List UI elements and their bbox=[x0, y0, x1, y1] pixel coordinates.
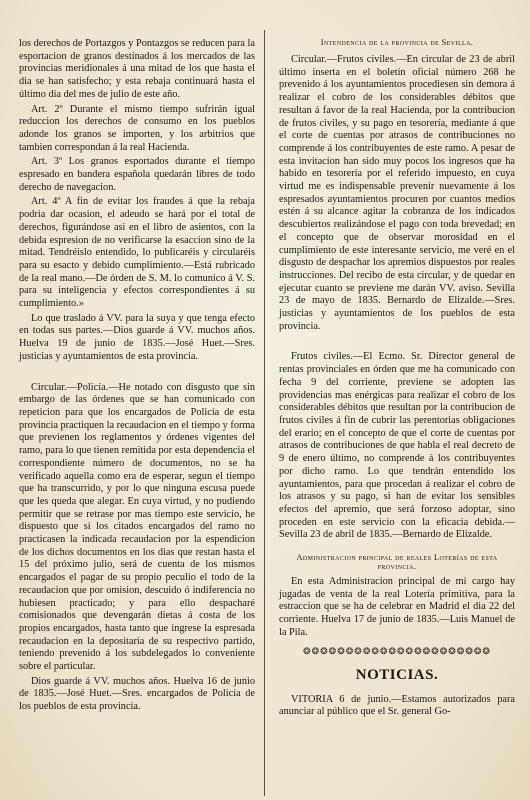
ornamental-divider: ❂❂❂❂❂❂❂❂❂❂❂❂❂❂❂❂❂❂❂❂❂❂ bbox=[303, 645, 491, 656]
section-heading-intendencia: Intendencia de la provincia de Sevilla. bbox=[320, 38, 474, 47]
right-column bbox=[279, 38, 515, 721]
frutos-civiles-order: Frutos civiles.—El Ecmo. Sr. Director general de rentas provinciales en órden que me ha comunicado con fecha 9 del corriente, previene se adopten las providencias mas enérgicas para realizar el cobro de los considerables débitos que resultan por la contribucion de frutos civiles á fin de cubrir las perentorias obligaciones del erario; en el concepto de que el corte de cuentas por atrasos de contribuciones de que habla el real decreto de 9 de enero último, no comprende á los contribuyentes por dicho ramo. Lo que tendrán entendido los ayuntamientos, para que procedan á realizar el cobro de los atrasos y su pago, si han de evitar los sensibles efectos del apremio, que será forzoso adoptar, sino proceden en este servicio con la eficacia debida.—Sevilla 23 de abril de 1835.—Bernardo de Elizalde. bbox=[279, 351, 515, 541]
article-2: Art. 2º Durante el mismo tiempo sufrirán igual reduccion los derechos de consumo en los pueblos adonde los granos se importen, y los arbitrios que tambien correspondan á la real Hacienda. bbox=[19, 103, 255, 153]
column-divider bbox=[264, 30, 265, 796]
frutos-civiles-circular: Circular.—Frutos civiles.—En circular de 23 de abril último inserta en el boletín oficial número 268 he prevenido á los ayuntamientos procediesen sin demora á realizar el cobro de los considerables débitos que resultan á favor de la real Hacienda, por la contribucion de frutos civiles, y su pago en tesorería, mediante á que el corte de cuentas por atrasos de contribuciones no comprende á los contribuyentes de este ramo. A pesar de esta invitacion han sido muy pocos los ingresos que ha habido en tesorería por el referido impuesto, en cuya virtud me es indispensable prevenir nuevamente á los espresados ayuntamientos procuren por cuantos medios estén á su alcance agitar la cobranza de los indicados descubiertos realizándose el pago con toda brevedad; en el concepto que de observar morosidad en el cumplimiento de este interesante servicio, me veré en el disgusto de despachar los apremios dispuestos por reales instrucciones. Del recibo de esta circular, y de quedar en ejecutar cuanto se previene me darán VV. aviso. Sevilla 23 de mayo de 1835. Bernardo de Elizalde.—Sres. justicias y ayuntamientos de los pueblos de esta provincia. bbox=[279, 54, 515, 332]
police-circular: Circular.—Policía.—He notado con disgusto que sin embargo de las órdenes que se han comunicado con repeticion para que los encargados de Policía de esta provincia practiquen la recaudacion en el tiempo y forma que previenen los reglamentos y órdenes vigentes del ramo, para lo que tienen remitida por esta dependencia el correspondiente número de documentos, no se ha verificado aquella como era de esperar, segun el tiempo que ha transcurrido, y por lo que ninguna escusa puede que les queda que alegar. En cuya virtud, y no pudiendo permitir que se retrase por mas tiempo este servicio, he dispuesto que si los citados encargados del ramo no practicasen la indicada recaudacion por la espendicion de los dichos documentos en los dias que restan hasta el 15 del próximo julio, será de cuenta de los mismos encargados el pagar de su propio peculio el todo de la recaudacion que por omision, descuido ó indiferencia no hubiesen practicado; y para ello despacharé comisionados que devengarán dietas á costa de los propios encargados, hasta tanto que ingrese la espresada recaudacion en la depositaría de su respectivo partido, teniendo prevenido á los subdelegados lo conveniente sobre el particular. bbox=[19, 381, 255, 673]
decree-continuation: los derechos de Portazgos y Pontazgos se reducen para la esportacion de granos destinados á los mercados de las provincias meridionales á una mitad de los que hasta el dia se han satisfecho; y esta rebaja continuará hasta el último dia del mes de julio de este año. bbox=[19, 38, 255, 100]
left-column bbox=[19, 38, 255, 716]
police-circular-signature: Dios guarde á VV. muchos años. Huelva 16 de junio de 1835.—José Huet.—Sres. encargados de Policía de los pueblos de esta provincia. bbox=[19, 675, 255, 713]
article-4: Art. 4º A fin de evitar los fraudes á que la rebaja podria dar ocasion, el adeudo se hará por el total de derechos, figurándose asi en el libro de asientos, con la debida espresion de no verificarse la esaccion sino de la mitad. Tendréislo entendido, lo publicaréis y circularéis para su esacto y debido cumplimiento.—Está rubricado de la real mano.—De órden de S. M. lo comunico á V. S. para su inteligencia y efectos correspondientes á su cumplimiento.» bbox=[19, 196, 255, 310]
section-heading-noticias: NOTICIAS. bbox=[355, 666, 439, 683]
article-3: Art. 3º Los granos esportados durante el tiempo espresado en bandera española quedarán libres de todo derecho de navegacion. bbox=[19, 156, 255, 193]
vitoria-news: VITORIA 6 de junio.—Estamos autorizados para anunciar al público que el Sr. general Go- bbox=[279, 693, 515, 718]
loteria-notice: En esta Administracion principal de mi cargo hay jugadas de venta de la real Lotería primitiva, para la estraccion que se ha de celebrar en Madrid el dia 22 del corriente. Huelva 17 de junio de 1835.—Luis Manuel de la Pila. bbox=[279, 576, 515, 638]
section-heading-loterias: Administracion principal de reales Loterías de esta provincia. bbox=[296, 553, 498, 572]
transfer-notice: Lo que traslado á VV. para la suya y que tenga efecto en todas sus partes.—Dios guarde á VV. muchos años. Huelva 19 de junio de 1835.—José Huet.—Sres. justicias y ayuntamientos de esta provincia. bbox=[19, 312, 255, 362]
